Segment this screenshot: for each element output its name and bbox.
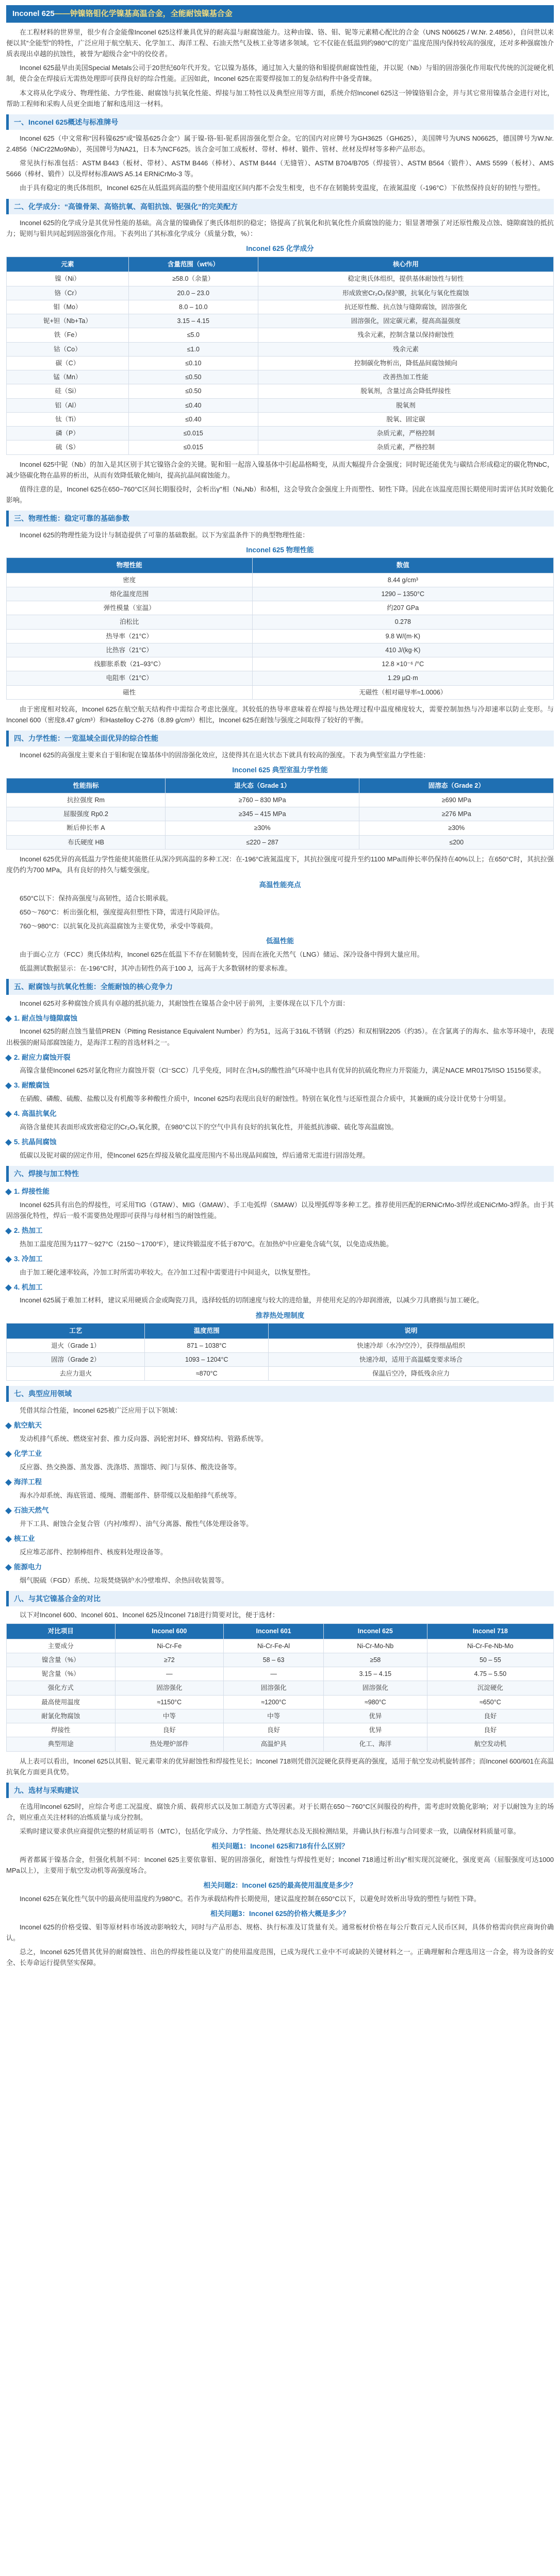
- paragraph: 值得注意的是，Inconel 625在650~760°C区间长期服役时，会析出γ''相（Ni₃Nb）和δ相，这会导致合金强度上升而塑性、韧性下降。因此在该温度范围长期使用时需评估其时效脆化影响。: [6, 485, 554, 504]
- table-cell: 铌含量（%）: [7, 1667, 116, 1681]
- table-cell: 铬（Cr）: [7, 286, 129, 300]
- table-cell: 钴（Co）: [7, 342, 129, 356]
- faq-section: [6, 1841, 554, 1943]
- table-row: [7, 587, 554, 601]
- table-header-cell: 温度范围: [145, 1324, 269, 1338]
- table-cell: 约207 GPa: [252, 601, 553, 615]
- table-cell: ≥30%: [359, 821, 554, 835]
- table-row: [7, 685, 554, 699]
- item-text: Inconel 625属于难加工材料，建议采用硬质合金或陶瓷刀具，选择较低的切削速度与较大的进给量，并使用充足的冷却润滑液，以减少刀具磨损与加工硬化。: [20, 1296, 484, 1304]
- item-text: 反应堆芯部件、控制棒组件、核废料处理设备等。: [20, 1548, 168, 1556]
- diamond-bullet-icon: [5, 1507, 12, 1514]
- table-row: [7, 356, 554, 370]
- purchase-section: [6, 1783, 554, 1837]
- table-row: [7, 821, 554, 835]
- table-cell: 磁性: [7, 685, 253, 699]
- table-header-cell: 工艺: [7, 1324, 145, 1338]
- table-cell: ≥58.0（余量）: [128, 272, 258, 286]
- table-cell: ≈1150°C: [115, 1695, 224, 1709]
- table-cell: 抗还原性酸、抗点蚀与缝隙腐蚀，固溶强化: [258, 300, 553, 314]
- table-row: [7, 615, 554, 629]
- table-cell: 良好: [115, 1723, 224, 1737]
- table-title: 推荐热处理制度: [255, 1311, 305, 1319]
- table-cell: 铌+钽（Nb+Ta）: [7, 314, 129, 328]
- item-heading: [6, 1186, 554, 1197]
- table-cell: ≤1.0: [128, 342, 258, 356]
- item-heading: [6, 1477, 554, 1488]
- item-heading: [6, 1052, 554, 1063]
- faq-question: 相关问题2：Inconel 625的最高使用温度是多少？: [203, 1882, 357, 1890]
- item-text: 在硝酸、磷酸、硫酸、盐酸以及有机酸等多种酸性介质中，Inconel 625均表现出良好的耐蚀性。特别在氧化性与还原性混合介质中，其兼顾的成分设计优势十分明显。: [20, 1095, 510, 1103]
- table-row: [7, 807, 554, 821]
- table-row: [7, 835, 554, 849]
- diamond-bullet-icon: [5, 1015, 12, 1022]
- table-cell: 线膨胀系数（21–93°C）: [7, 657, 253, 671]
- paragraph: 常见执行标准包括：ASTM B443（板材、带材）、ASTM B446（棒材）、ASTM B444（无缝管）、ASTM B704/B705（焊接管）、ASTM B564（锻件）、AMS 5599（板材）、AMS 5666（棒材、锻件）以及焊材标准AWS A5.14 ERNiCrMo-3 等。: [6, 159, 554, 178]
- table-cell: Ni-Cr-Fe: [115, 1639, 224, 1653]
- item-title: 3. 冷加工: [14, 1255, 43, 1263]
- item-heading: [6, 1562, 554, 1573]
- table-header-cell: 对比项目: [7, 1624, 116, 1639]
- table-cell: 镍含量（%）: [7, 1653, 116, 1667]
- table-cell: 中等: [224, 1709, 324, 1723]
- table-cell: ≈870°C: [145, 1367, 269, 1381]
- table-header-cell: Inconel 718: [427, 1624, 553, 1639]
- table-cell: ≤200: [359, 835, 554, 849]
- table-cell: ≥58: [324, 1653, 427, 1667]
- item-title: 5. 抗晶间腐蚀: [14, 1138, 57, 1146]
- table-cell: ≥276 MPa: [359, 807, 554, 821]
- table-cell: ≈650°C: [427, 1695, 553, 1709]
- item-text: 反应器、热交换器、蒸发器、洗涤塔、蒸馏塔、阀门与泵体、酸洗设备等。: [20, 1463, 241, 1471]
- table-cell: 磷（P）: [7, 427, 129, 440]
- paragraph: 由于面心立方（FCC）奥氏体结构，Inconel 625在低温下不存在韧脆转变，因而在液化天然气（LNG）储运、深冷设备中得到大量应用。: [20, 950, 424, 958]
- table-cell: 脱氧剂: [258, 398, 553, 412]
- table-row: [7, 342, 554, 356]
- table-cell: 杂质元素，严格控制: [258, 440, 553, 454]
- table-cell: 固溶强化，固定碳元素，提高高温强度: [258, 314, 553, 328]
- table-cell: 1290 – 1350°C: [252, 587, 553, 601]
- paragraph: 凭借其综合性能，Inconel 625被广泛应用于以下领域：: [20, 1406, 182, 1415]
- table-row: [7, 412, 554, 426]
- diamond-bullet-icon: [5, 1139, 12, 1146]
- paragraph: 在工程材料的世界里，很少有合金能像Inconel 625这样兼具优异的耐高温与耐腐蚀能力。这种由镍、铬、钼、铌等元素精心配比的合金（UNS N06625 / W.Nr. 2.4856），自问世以来便以其“全能型”的特性，广泛应用于航空航天、化学加工、海洋工程、石油天然气及核工业等诸多领域。它不仅能在低温到约980°C的宽广温度范围内保持较高的强度，还对多种强腐蚀介质表现出卓越的抗蚀性，被誉为“超级合金”中的佼佼者。: [6, 28, 554, 58]
- table-cell: 硫（S）: [7, 440, 129, 454]
- faq-question: 相关问题3：Inconel 625的价格大概是多少？: [210, 1910, 350, 1918]
- table-cell: 电阻率（21°C）: [7, 671, 253, 685]
- table-cell: 保温后空冷，降低残余应力: [269, 1367, 554, 1381]
- table-cell: ≤0.40: [128, 398, 258, 412]
- table-header-cell: 核心作用: [258, 257, 553, 272]
- section-heading: 四、力学性能：一览温域全面优异的综合性能: [6, 731, 554, 747]
- paragraph: Inconel 625的物理性能为设计与制造提供了可靠的基础数据。以下为室温条件下的典型物理性能：: [20, 531, 309, 539]
- composition-section: [6, 199, 554, 505]
- section-heading: 二、化学成分：“高镍骨架、高铬抗氧、高钼抗蚀、铌强化”的完美配方: [6, 199, 554, 215]
- table-cell: 热导率（21°C）: [7, 629, 253, 643]
- faq-answer: 两者都属于镍基合金，但强化机制不同：Inconel 625主要依靠钼、铌的固溶强化，耐蚀性与焊接性更好；Inconel 718通过析出γ''相实现沉淀硬化，强度更高（屈服强度可达1000 MPa以上），主要用于航空发动机等高强度场合。: [6, 1856, 554, 1875]
- table-cell: 脱氧剂，含量过高会降低焊接性: [258, 384, 553, 398]
- table-header-cell: 物理性能: [7, 558, 253, 573]
- item-text: 由于加工硬化速率较高，冷加工时所需功率较大。在冷加工过程中需要进行中间退火，以恢复塑性。: [20, 1268, 315, 1276]
- item-heading: [6, 1282, 554, 1293]
- table-row: [7, 671, 554, 685]
- section-heading: 三、物理性能：稳定可靠的基础参数: [6, 511, 554, 527]
- table-row: [7, 1723, 554, 1737]
- table-cell: ≤220 – 287: [165, 835, 359, 849]
- item-text: Inconel 625具有出色的焊接性，可采用TIG（GTAW）、MIG（GMAW）、手工电弧焊（SMAW）以及埋弧焊等多种工艺。推荐使用匹配的ERNiCrMo-3焊丝或ENiCrMo-3焊条。由于其固溶强化特性，焊后一般不需要热处理即可获得与母材相当的耐蚀性能。: [6, 1200, 554, 1219]
- item-title: 化学工业: [14, 1450, 42, 1458]
- composition-table: [6, 257, 554, 455]
- item-title: 1. 焊接性能: [14, 1187, 50, 1195]
- item-heading: [6, 1505, 554, 1516]
- item-heading: [6, 1533, 554, 1545]
- table-cell: 优异: [324, 1709, 427, 1723]
- item-title: 4. 高温抗氧化: [14, 1110, 57, 1118]
- paragraph: 本文将从化学成分、物理性能、力学性能、耐腐蚀与抗氧化性能、焊接与加工特性以及典型应用等方面，系统介绍Inconel 625这一钟镍铬钼合金，并与其它常用镍基合金进行对比，帮助工程师和采购人员更全面地了解和选用这一材料。: [6, 89, 554, 108]
- table-cell: ≤5.0: [128, 328, 258, 342]
- overview-section: [6, 114, 554, 194]
- table-header-cell: Inconel 625: [324, 1624, 427, 1639]
- table-header-cell: Inconel 600: [115, 1624, 224, 1639]
- ending-paragraph: 总之，Inconel 625凭借其优异的耐腐蚀性、出色的焊接性能以及宽广的使用温度范围，已成为现代工业中不可或缺的关键材料之一。正确理解和合理选用这一合金，将为设备的安全、长寿命运行提供坚实保障。: [6, 1948, 554, 1967]
- table-cell: —: [115, 1667, 224, 1681]
- table-row: [7, 1653, 554, 1667]
- item-text: 高铬含量使其表面形成致密稳定的Cr₂O₃氧化膜，在980°C以下的空气中具有良好的抗氧化性，并能抵抗渗碳、硫化等高温腐蚀。: [20, 1123, 398, 1131]
- table-row: [7, 427, 554, 440]
- table-cell: ≥345 – 415 MPa: [165, 807, 359, 821]
- table-cell: 抗拉强度 Rm: [7, 793, 166, 807]
- item-heading: [6, 1225, 554, 1236]
- table-cell: Ni-Cr-Fe-Al: [224, 1639, 324, 1653]
- table-cell: 3.15 – 4.15: [128, 314, 258, 328]
- paragraph: 从上表可以看出，Inconel 625以其钼、铌元素带来的优异耐蚀性和焊接性见长；Inconel 718则凭借沉淀硬化获得更高的强度，适用于航空发动机旋转部件；而Inconel 600/601在高温抗氧化方面更具优势。: [6, 1757, 554, 1776]
- table-cell: 固溶强化: [224, 1681, 324, 1695]
- item-heading: [6, 1137, 554, 1148]
- diamond-bullet-icon: [5, 1422, 12, 1429]
- table-row: [7, 1737, 554, 1751]
- table-cell: 退火（Grade 1）: [7, 1338, 145, 1352]
- table-header-cell: 性能指标: [7, 778, 166, 793]
- intro-section: [6, 27, 554, 109]
- item-title: 1. 耐点蚀与缝隙腐蚀: [14, 1014, 78, 1022]
- table-cell: 化工、海洋: [324, 1737, 427, 1751]
- table-cell: 改善热加工性能: [258, 370, 553, 384]
- item-title: 2. 耐应力腐蚀开裂: [14, 1053, 71, 1061]
- item-title: 能源电力: [14, 1563, 42, 1571]
- table-cell: ≤0.40: [128, 412, 258, 426]
- table-cell: 泊松比: [7, 615, 253, 629]
- table-cell: 良好: [427, 1709, 553, 1723]
- faq-answer: Inconel 625在氧化性气氛中的最高使用温度约为980°C。若作为承载结构件长期使用，建议温度控制在650°C以下，以避免时效析出导致的塑性与韧性下降。: [20, 1895, 481, 1903]
- item-heading: [6, 1448, 554, 1460]
- table-row: [7, 300, 554, 314]
- comparison-section: [6, 1591, 554, 1777]
- diamond-bullet-icon: [5, 1479, 12, 1486]
- table-row: [7, 1681, 554, 1695]
- table-cell: 断后伸长率 A: [7, 821, 166, 835]
- table-row: [7, 398, 554, 412]
- table-cell: 固溶强化: [324, 1681, 427, 1695]
- table-cell: 脱氧、固定碳: [258, 412, 553, 426]
- diamond-bullet-icon: [5, 1189, 12, 1195]
- table-cell: 固溶强化: [115, 1681, 224, 1695]
- table-header-cell: Inconel 601: [224, 1624, 324, 1639]
- table-cell: 1093 – 1204°C: [145, 1352, 269, 1366]
- section-heading: 一、Inconel 625概述与标准牌号: [6, 114, 554, 130]
- item-heading: [6, 1420, 554, 1431]
- table-cell: 弹性模量（室温）: [7, 601, 253, 615]
- table-cell: 形成致密Cr₂O₃保护膜，抗氧化与氧化性腐蚀: [258, 286, 553, 300]
- diamond-bullet-icon: [5, 1111, 12, 1117]
- table-header-cell: 固溶态（Grade 2）: [359, 778, 554, 793]
- table-row: [7, 1639, 554, 1653]
- diamond-bullet-icon: [5, 1284, 12, 1291]
- table-cell: 3.15 – 4.15: [324, 1667, 427, 1681]
- table-cell: ≥30%: [165, 821, 359, 835]
- table-row: [7, 286, 554, 300]
- table-cell: 残余元素，控制含量以保持耐蚀性: [258, 328, 553, 342]
- item-heading: [6, 1108, 554, 1120]
- table-header-cell: 说明: [269, 1324, 554, 1338]
- table-cell: 残余元素: [258, 342, 553, 356]
- table-row: [7, 573, 554, 587]
- item-text: Inconel 625的耐点蚀当量值PREN（Pitting Resistance Equivalent Number）约为51，远高于316L不锈钢（约25）和双相钢2205（约35）。在含氯离子的海水、盐水等环境中，表现出极强的耐局部腐蚀能力，是海洋工程的首选材料之一。: [6, 1027, 554, 1046]
- diamond-bullet-icon: [5, 1564, 12, 1571]
- item-text: 烟气脱硫（FGD）系统、垃圾焚烧锅炉水冷壁堆焊、余热回收装置等。: [20, 1576, 228, 1584]
- physical-table: [6, 557, 554, 700]
- table-cell: 杂质元素，严格控制: [258, 427, 553, 440]
- item-title: 2. 热加工: [14, 1226, 43, 1234]
- table-cell: ≤0.50: [128, 370, 258, 384]
- mechanical-section: [6, 731, 554, 974]
- paragraph: 760～980°C：以抗氧化及抗高温腐蚀为主要优势，承受中等载荷。: [20, 922, 217, 930]
- table-cell: ≈1200°C: [224, 1695, 324, 1709]
- table-cell: 钛（Ti）: [7, 412, 129, 426]
- table-cell: 镍（Ni）: [7, 272, 129, 286]
- item-heading: [6, 1013, 554, 1024]
- table-cell: 固溶（Grade 2）: [7, 1352, 145, 1366]
- table-cell: 屈服强度 Rp0.2: [7, 807, 166, 821]
- table-row: [7, 272, 554, 286]
- section-heading: 八、与其它镍基合金的对比: [6, 1591, 554, 1607]
- table-cell: 稳定奥氏体组织，提供基体耐蚀性与韧性: [258, 272, 553, 286]
- table-cell: 无磁性（相对磁导率≈1.0006）: [252, 685, 553, 699]
- table-cell: 良好: [427, 1723, 553, 1737]
- item-text: 发动机排气系统、燃烧室衬套、推力反向器、涡轮密封环、蜂窝结构、管路系统等。: [20, 1434, 268, 1443]
- table-cell: —: [224, 1667, 324, 1681]
- table-cell: ≥72: [115, 1653, 224, 1667]
- item-text: 海水冷却系统、海底管道、缆绳、潜艇部件、脐带缆以及船舶排气系统等。: [20, 1491, 241, 1499]
- table-row: [7, 1667, 554, 1681]
- faq-question: 相关问题1：Inconel 625和718有什么区别？: [211, 1842, 349, 1851]
- table-cell: 中等: [115, 1709, 224, 1723]
- diamond-bullet-icon: [5, 1256, 12, 1263]
- table-cell: 871 – 1038°C: [145, 1338, 269, 1352]
- table-cell: 20.0 – 23.0: [128, 286, 258, 300]
- table-cell: 强化方式: [7, 1681, 116, 1695]
- item-title: 核工业: [14, 1534, 35, 1543]
- section-heading: 五、耐腐蚀与抗氧化性能：全能耐蚀的核心竞争力: [6, 979, 554, 995]
- table-cell: 典型用途: [7, 1737, 116, 1751]
- table-cell: 控制碳化物析出，降低晶间腐蚀倾向: [258, 356, 553, 370]
- item-title: 海洋工程: [14, 1478, 42, 1486]
- table-cell: 快速冷却（水冷/空冷），获得细晶组织: [269, 1338, 554, 1352]
- table-row: [7, 328, 554, 342]
- table-cell: 12.8 ×10⁻⁶ /°C: [252, 657, 553, 671]
- table-row: [7, 384, 554, 398]
- diamond-bullet-icon: [5, 1228, 12, 1234]
- table-row: [7, 370, 554, 384]
- corrosion-section: [6, 979, 554, 1161]
- paragraph: 由于密度相对较高，Inconel 625在航空航天结构件中需综合考虑比强度。其较低的热导率意味着在焊接与热处理过程中温度梯度较大，需要控制加热与冷却速率以防止变形。与Inconel 600（密度8.47 g/cm³）和Hastelloy C-276（8.89 g/cm³）相比，Inconel 625在耐蚀与强度之间取得了较好的平衡。: [6, 705, 554, 724]
- table-title: Inconel 625 典型室温力学性能: [232, 766, 328, 774]
- section-heading: 九、选材与采购建议: [6, 1783, 554, 1799]
- paragraph: Inconel 625优异的高低温力学性能使其能胜任从深冷到高温的多种工况：在-196°C液氮温度下，其抗拉强度可提升至约1100 MPa而伸长率仍保持在40%以上；在650°C时，其抗拉强度仍约为700 MPa，具有良好的持久与蠕变强度。: [6, 855, 554, 874]
- diamond-bullet-icon: [5, 1536, 12, 1543]
- table-row: [7, 1367, 554, 1381]
- table-row: [7, 601, 554, 615]
- table-cell: 密度: [7, 573, 253, 587]
- table-row: [7, 440, 554, 454]
- table-cell: Ni-Cr-Mo-Nb: [324, 1639, 427, 1653]
- table-cell: 锰（Mn）: [7, 370, 129, 384]
- table-title: Inconel 625 化学成分: [246, 245, 314, 253]
- paragraph: 650～760°C：析出强化相，强度提高但塑性下降，需进行风险评估。: [20, 908, 224, 916]
- mechanical-table: [6, 778, 554, 850]
- table-row: [7, 1695, 554, 1709]
- table-row: [7, 1338, 554, 1352]
- table-row: [7, 657, 554, 671]
- paragraph: Inconel 625最早由美国Special Metals公司于20世纪60年代开发。它以镍为基体，通过加入大量的铬和钼提供耐腐蚀性能，并以铌（Nb）与钼的固溶强化作用取代传统的沉淀硬化机制，使合金在焊接后无需热处理即可获得良好的综合性能。正因如此，Inconel 625在需要焊接加工的复杂结构件中备受青睐。: [6, 64, 554, 83]
- table-cell: ≤0.50: [128, 384, 258, 398]
- table-cell: 熔化温度范围: [7, 587, 253, 601]
- table-cell: 良好: [224, 1723, 324, 1737]
- diamond-bullet-icon: [5, 1055, 12, 1061]
- table-cell: 8.0 – 10.0: [128, 300, 258, 314]
- paragraph: 以下对Inconel 600、Inconel 601、Inconel 625及Inconel 718进行简要对比，便于选材：: [20, 1611, 279, 1619]
- physical-section: [6, 511, 554, 725]
- table-row: [7, 643, 554, 657]
- section-heading: 七、典型应用领域: [6, 1386, 554, 1402]
- heat-treatment-table: [6, 1323, 554, 1381]
- item-text: 热加工温度范围为1177～927°C（2150～1700°F），建议终锻温度不低于870°C。在加热炉中应避免含硫气氛，以免造成热脆。: [20, 1240, 393, 1248]
- table-row: [7, 1352, 554, 1366]
- welding-section: [6, 1166, 554, 1381]
- paragraph: 由于具有稳定的奥氏体组织，Inconel 625在从低温到高温的整个使用温度区间内都不会发生相变，也不存在韧脆转变温度，在液氮温度（-196°C）下依然保持良好的韧性与塑性。: [20, 184, 545, 192]
- paragraph: 采购时建议要求供应商提供完整的材质证明书（MTC），包括化学成分、力学性能、热处理状态及无损检测结果，并确认执行标准与合同要求一致，以确保材料质量可靠。: [20, 1827, 520, 1836]
- table-cell: 58 – 63: [224, 1653, 324, 1667]
- section-heading: 六、焊接与加工特性: [6, 1166, 554, 1182]
- table-cell: 焊接性: [7, 1723, 116, 1737]
- table-row: [7, 793, 554, 807]
- table-cell: ≥690 MPa: [359, 793, 554, 807]
- table-header-cell: 元素: [7, 257, 129, 272]
- table-cell: 铝（Al）: [7, 398, 129, 412]
- paragraph: Inconel 625的化学成分是其优异性能的基础。高含量的镍确保了奥氏体组织的稳定；铬提高了抗氧化和抗氧化性介质腐蚀的能力；钼显著增强了对还原性酸及点蚀、缝隙腐蚀的抵抗力；铌则与钼共同起到固溶强化作用。下表列出了其标准化学成分（质量分数，%）：: [6, 219, 554, 238]
- table-cell: 铁（Fe）: [7, 328, 129, 342]
- table-row: [7, 1709, 554, 1723]
- table-cell: ≤0.10: [128, 356, 258, 370]
- table-cell: 8.44 g/cm³: [252, 573, 553, 587]
- table-header-cell: 含量范围（wt%）: [128, 257, 258, 272]
- table-cell: 沉淀硬化: [427, 1681, 553, 1695]
- table-row: [7, 314, 554, 328]
- table-cell: 比热容（21°C）: [7, 643, 253, 657]
- faq-answer: Inconel 625的价格受镍、钼等原材料市场波动影响较大，同时与产品形态、规格、执行标准及订货量有关。通常板材价格在每公斤数百元人民币区间，具体价格需向供应商询价确认。: [6, 1923, 554, 1942]
- item-text: 井下工具、耐蚀合金复合管（内衬/堆焊）、油气分离器、酸性气体处理设备等。: [20, 1519, 253, 1528]
- title-sub: ——钟镍铬钼化学镍基高温合金，全能耐蚀镍基合金: [54, 9, 233, 18]
- table-cell: 碳（C）: [7, 356, 129, 370]
- table-cell: 主要成分: [7, 1639, 116, 1653]
- item-text: 低碳以及铌对碳的固定作用，使Inconel 625在焊接及敏化温度范围内不易出现晶间腐蚀，焊后通常无需进行固溶处理。: [20, 1151, 370, 1160]
- table-cell: 最高使用温度: [7, 1695, 116, 1709]
- table-title: Inconel 625 物理性能: [246, 546, 314, 554]
- paragraph: 低温测试数据显示：在-196°C时，其冲击韧性仍高于100 J，远高于大多数钢材的要求标准。: [20, 964, 292, 972]
- title-main: Inconel 625: [12, 9, 55, 18]
- item-heading: [6, 1080, 554, 1091]
- table-cell: 0.278: [252, 615, 553, 629]
- table-cell: 50 – 55: [427, 1653, 553, 1667]
- table-cell: 去应力退火: [7, 1367, 145, 1381]
- table-row: [7, 629, 554, 643]
- item-heading: [6, 1253, 554, 1265]
- comparison-table: [6, 1623, 554, 1751]
- diamond-bullet-icon: [5, 1451, 12, 1458]
- table-header-cell: 数值: [252, 558, 553, 573]
- table-header-cell: 退火态（Grade 1）: [165, 778, 359, 793]
- paragraph: Inconel 625的高强度主要来自于钼和铌在镍基体中的固溶强化效应，这使得其在退火状态下就具有较高的强度。下表为典型室温力学性能：: [20, 751, 430, 759]
- diamond-bullet-icon: [5, 1083, 12, 1090]
- paragraph: Inconel 625对多种腐蚀介质具有卓越的抵抗能力，其耐蚀性在镍基合金中居于前列，主要体现在以下几个方面：: [20, 999, 350, 1007]
- subsection-heading: 低温性能: [266, 937, 294, 945]
- table-cell: 4.75 – 5.50: [427, 1667, 553, 1681]
- table-cell: 410 J/(kg·K): [252, 643, 553, 657]
- table-cell: ≤0.015: [128, 440, 258, 454]
- table-cell: Ni-Cr-Fe-Nb-Mo: [427, 1639, 553, 1653]
- subsection-heading: 高温性能亮点: [259, 880, 301, 889]
- table-cell: 优异: [324, 1723, 427, 1737]
- table-cell: 高温炉具: [224, 1737, 324, 1751]
- table-cell: 硅（Si）: [7, 384, 129, 398]
- paragraph: 在选用Inconel 625时，应综合考虑工况温度、腐蚀介质、载荷形式以及加工制造方式等因素。对于长期在650～760°C区间服役的构件，需考虑时效脆化影响；对于以耐蚀为主的场合，则应重点关注材料的冶炼质量与成分控制。: [6, 1803, 554, 1822]
- table-cell: ≤0.015: [128, 427, 258, 440]
- item-title: 4. 机加工: [14, 1283, 43, 1291]
- application-section: [6, 1386, 554, 1585]
- table-cell: 耐氯化物腐蚀: [7, 1709, 116, 1723]
- table-cell: 1.29 μΩ·m: [252, 671, 553, 685]
- table-cell: 布氏硬度 HB: [7, 835, 166, 849]
- table-cell: 航空发动机: [427, 1737, 553, 1751]
- table-cell: 钼（Mo）: [7, 300, 129, 314]
- item-text: 高镍含量使Inconel 625对氯化物应力腐蚀开裂（Cl⁻SCC）几乎免疫，同时在含H₂S的酸性油气环境中也具有优异的抗硫化物应力开裂能力，满足NACE MR0175/ISO 15156要求。: [20, 1066, 546, 1075]
- table-cell: ≥760 – 830 MPa: [165, 793, 359, 807]
- item-title: 石油天然气: [14, 1506, 49, 1514]
- table-cell: 9.8 W/(m·K): [252, 629, 553, 643]
- table-cell: ≈980°C: [324, 1695, 427, 1709]
- paragraph: Inconel 625中铌（Nb）的加入是其区别于其它镍铬合金的关键。铌和钼一起溶入镍基体中引起晶格畸变，从而大幅提升合金强度；同时铌还能优先与碳结合形成稳定的碳化物NbC，减少铬碳化物在晶界的析出，从而有效降低敏化倾向，提高抗晶间腐蚀能力。: [6, 460, 554, 479]
- paragraph: 650°C以下：保持高强度与高韧性，适合长期承载。: [20, 894, 173, 902]
- item-title: 航空航天: [14, 1421, 42, 1430]
- table-cell: 快速冷却，适用于高温蠕变要求场合: [269, 1352, 554, 1366]
- article-title: [6, 5, 554, 23]
- paragraph: Inconel 625（中文常称“因科镍625”或“镍基625合金”）属于镍-铬-钼-铌系固溶强化型合金。它的国内对应牌号为GH3625（GH625），美国牌号为UNS N06625，德国牌号为W.Nr. 2.4856（NiCr22Mo9Nb），英国牌号为NA21，日本为NCF625。该合金可加工成板材、带材、棒材、锻件、管材、丝材及焊材等多种产品形态。: [6, 134, 554, 154]
- table-cell: 热处理炉部件: [115, 1737, 224, 1751]
- item-title: 3. 耐酸腐蚀: [14, 1081, 50, 1090]
